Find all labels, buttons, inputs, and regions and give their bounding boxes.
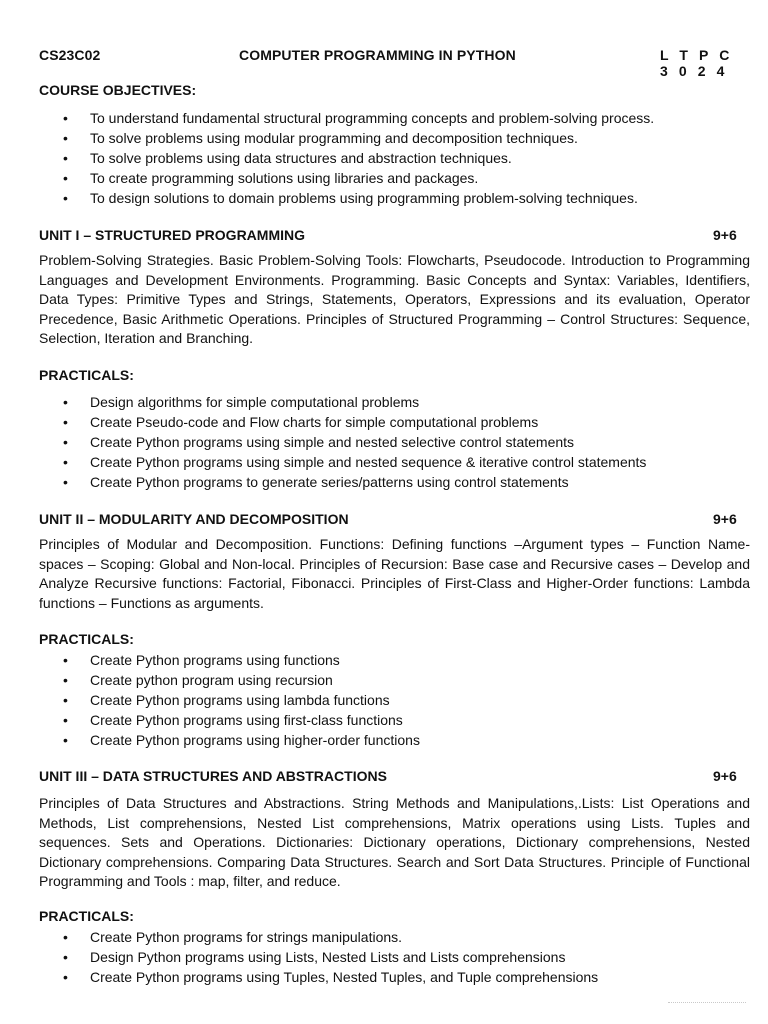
- course-code: CS23C02: [39, 47, 101, 63]
- unit1-hours: 9+6: [713, 227, 737, 243]
- list-item: • To create programming solutions using libraries and packages.: [0, 168, 654, 188]
- objectives-heading: COURSE OBJECTIVES:: [39, 82, 197, 98]
- list-item: • Create Python programs using functions: [0, 650, 420, 670]
- unit2-practicals-list: [0, 650, 420, 750]
- list-item: • Create Python programs using simple and nested sequence & iterative control statements: [0, 452, 646, 472]
- ltpc-values: 3 0 2 4: [660, 63, 729, 79]
- unit2-description: Principles of Modular and Decomposition. Functions: Defining functions –Argument types – Function Name-spaces – Scoping: Global and Non-local. Principles of Recursion: Base case and Recursive cases – Develop and Analyze Recursive functions: Factorial, Fibonacci. Principles of First-Class and Higher-Order functions: Lambda functions – Functions as arguments.: [39, 536, 750, 611]
- ltpc-block: [660, 47, 733, 79]
- unit3-description: Principles of Data Structures and Abstractions. String Methods and Manipulations,.Lists: List Operations and Methods, List comprehensions, Nested List comprehensions, Matrix operations using Lists. Tuples and sequences. Sets and Operations. Dictionaries: Dictionary operations, Dictionary comprehensions, Nested Dictionary comprehensions. Comparing Data Structures. Search and Sort Data Structures. Principle of Functional Programming and Tools : map, filter, and reduce.: [39, 795, 750, 889]
- unit3-hours: 9+6: [713, 768, 737, 784]
- objectives-list: [0, 108, 654, 208]
- list-item: • Create python program using recursion: [0, 670, 420, 690]
- unit2-practicals-heading: PRACTICALS:: [39, 631, 134, 647]
- list-item: • Create Python programs for strings manipulations.: [0, 927, 598, 947]
- unit2-heading: UNIT II – MODULARITY AND DECOMPOSITION: [39, 511, 349, 527]
- list-item: • To design solutions to domain problems using programming problem-solving techniques.: [0, 188, 654, 208]
- list-item: • To understand fundamental structural programming concepts and problem-solving process.: [0, 108, 654, 128]
- unit2-hours: 9+6: [713, 511, 737, 527]
- unit3-practicals-list: [0, 927, 598, 987]
- list-item: • Design Python programs using Lists, Nested Lists and Lists comprehensions: [0, 947, 598, 967]
- unit1-heading: UNIT I – STRUCTURED PROGRAMMING: [39, 227, 305, 243]
- list-item: • Design algorithms for simple computational problems: [0, 392, 646, 412]
- ltpc-labels: L T P C: [660, 47, 733, 63]
- list-item: • To solve problems using data structures and abstraction techniques.: [0, 148, 654, 168]
- list-item: • Create Python programs using Tuples, Nested Tuples, and Tuple comprehensions: [0, 967, 598, 987]
- course-title: COMPUTER PROGRAMMING IN PYTHON: [239, 47, 516, 63]
- unit1-practicals-list: [0, 392, 646, 492]
- faint-footer-mark: [668, 1002, 746, 1007]
- list-item: • Create Python programs using first-class functions: [0, 710, 420, 730]
- list-item: • Create Python programs using simple and nested selective control statements: [0, 432, 646, 452]
- list-item: • Create Pseudo-code and Flow charts for simple computational problems: [0, 412, 646, 432]
- unit3-heading: UNIT III – DATA STRUCTURES AND ABSTRACTIONS: [39, 768, 387, 784]
- list-item: • Create Python programs to generate series/patterns using control statements: [0, 472, 646, 492]
- list-item: • Create Python programs using lambda functions: [0, 690, 420, 710]
- list-item: • To solve problems using modular programming and decomposition techniques.: [0, 128, 654, 148]
- unit1-description: Problem-Solving Strategies. Basic Problem-Solving Tools: Flowcharts, Pseudocode. Introduction to Programming Languages and Development Environments. Programming. Basic Concepts and Syntax: Variables, Identifiers, Data Types: Primitive Types and Strings, Statements, Operators, Expressions and its evaluation, Operator Precedence, Basic Arithmetic Operations. Principles of Structured Programming – Control Structures: Sequence, Selection, Iteration and Branching.: [39, 252, 750, 346]
- unit1-practicals-heading: PRACTICALS:: [39, 367, 134, 383]
- list-item: • Create Python programs using higher-order functions: [0, 730, 420, 750]
- unit3-practicals-heading: PRACTICALS:: [39, 908, 134, 924]
